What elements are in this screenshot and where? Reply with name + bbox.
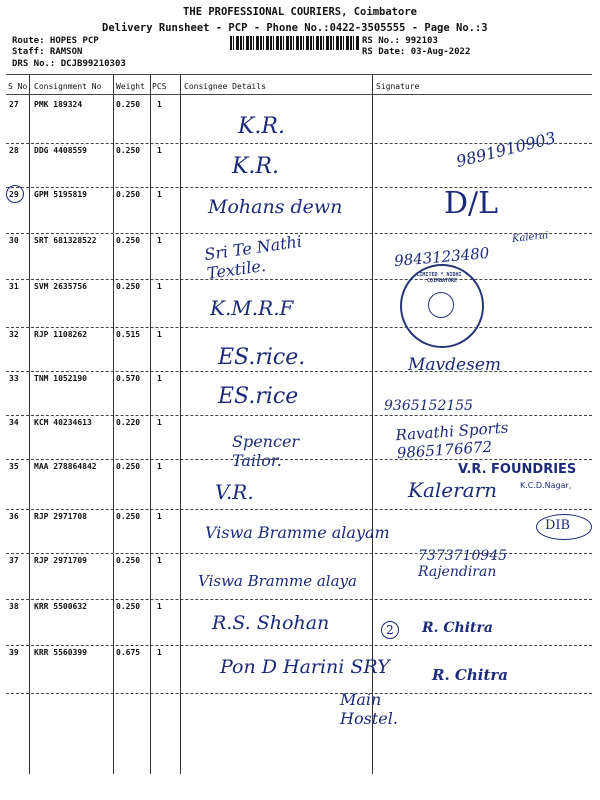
- handwritten-note: Main Hostel.: [340, 690, 398, 728]
- row-weight: 0.220: [116, 418, 141, 427]
- handwritten-consignee: V.R.: [215, 480, 254, 504]
- row-weight: 0.515: [116, 330, 141, 339]
- row-sno: 37: [9, 556, 19, 565]
- rs-number: RS No.: 992103: [362, 36, 438, 46]
- handwritten-consignee: Viswa Bramme alayam: [205, 523, 390, 542]
- row-consignment-no: MAA 278864842: [34, 462, 97, 471]
- row-pcs: 1: [157, 330, 162, 339]
- stamp-text: LIMITED * NIDHI * COIMBATORE: [416, 272, 468, 284]
- row-consignment-no: TNM 1052190: [34, 374, 87, 383]
- table-header-rule: [6, 94, 592, 95]
- handwritten-consignee: Pon D Harini SRY: [220, 656, 390, 678]
- row-pcs: 1: [157, 236, 162, 245]
- handwritten-signature: 9891910903: [454, 127, 558, 172]
- row-consignment-no: RJP 2971708: [34, 512, 87, 521]
- col-divider: [113, 74, 114, 774]
- handwritten-note: Kalerai: [511, 230, 549, 245]
- col-consignee: Consignee Details: [184, 82, 266, 91]
- barcode: [230, 36, 360, 50]
- row-weight: 0.250: [116, 146, 141, 155]
- row-pcs: 1: [157, 512, 162, 521]
- route-label: Route: HOPES PCP: [12, 36, 99, 46]
- row-sno: 39: [9, 648, 19, 657]
- handwritten-consignee: K.M.R.F: [210, 296, 294, 320]
- row-sno: 35: [9, 462, 19, 471]
- col-pcs: PCS: [152, 82, 167, 91]
- row-consignment-no: KCM 40234613: [34, 418, 92, 427]
- row-separator: [6, 645, 592, 646]
- col-sno: S No: [8, 82, 28, 91]
- row-pcs: 1: [157, 556, 162, 565]
- row-pcs: 1: [157, 190, 162, 199]
- row-consignment-no: GPM 5195819: [34, 190, 87, 199]
- row-sno: 33: [9, 374, 19, 383]
- row-pcs: 1: [157, 602, 162, 611]
- row-weight: 0.250: [116, 282, 141, 291]
- row-pcs: 1: [157, 146, 162, 155]
- row-sno: 30: [9, 236, 19, 245]
- row-pcs: 1: [157, 418, 162, 427]
- col-weight: Weight: [116, 82, 145, 91]
- document-subtitle: Delivery Runsheet - PCP - Phone No.:0422-3505555 - Page No.:3: [102, 22, 488, 34]
- row-consignment-no: RJP 1108262: [34, 330, 87, 339]
- handwritten-signature: 9365152155: [384, 398, 474, 414]
- handwritten-signature: R. Chitra: [422, 620, 493, 636]
- row-pcs: 1: [157, 374, 162, 383]
- row-sno: 32: [9, 330, 19, 339]
- row-sno: 38: [9, 602, 19, 611]
- row-sno: 27: [9, 100, 19, 109]
- col-divider: [150, 74, 151, 774]
- row-sno: 34: [9, 418, 19, 427]
- company-stamp: [400, 264, 484, 348]
- stamp-inner-ring: [428, 292, 454, 318]
- row-sno: 28: [9, 146, 19, 155]
- row-weight: 0.250: [116, 462, 141, 471]
- handwritten-consignee: Spencer Tailor.: [232, 432, 300, 470]
- row-sno: 29: [9, 190, 19, 199]
- row-pcs: 1: [157, 100, 162, 109]
- handwritten-signature: Ravathi Sports 9865176672: [394, 418, 510, 463]
- handwritten-signature: 7373710945 Rajendiran: [418, 548, 508, 580]
- handwritten-signature: Kalerarn: [408, 478, 498, 502]
- document-title: THE PROFESSIONAL COURIERS, Coimbatore: [183, 6, 417, 18]
- row-weight: 0.250: [116, 602, 141, 611]
- row-consignment-no: KRR 5500632: [34, 602, 87, 611]
- foundry-address: K.C.D.Nagar,: [520, 481, 572, 490]
- col-divider: [29, 74, 30, 774]
- handwritten-consignee: R.S. Shohan: [212, 612, 330, 634]
- row-consignment-no: SRT 681328522: [34, 236, 97, 245]
- row-separator: [6, 509, 592, 510]
- handwritten-signature: Mavdesem: [408, 355, 501, 375]
- row-weight: 0.250: [116, 236, 141, 245]
- col-consignment: Consignment No: [34, 82, 102, 91]
- handwritten-signature: D/L: [444, 186, 499, 221]
- handwritten-consignee: ES.rice.: [218, 345, 306, 370]
- row-separator: [6, 279, 592, 280]
- row-weight: 0.250: [116, 190, 141, 199]
- row-weight: 0.570: [116, 374, 141, 383]
- row-weight: 0.250: [116, 556, 141, 565]
- handwritten-consignee: K.R.: [238, 114, 285, 139]
- col-signature: Signature: [376, 82, 420, 91]
- handwritten-signature: R. Chitra: [432, 666, 509, 684]
- table-top-rule: [6, 74, 592, 75]
- table-header: [6, 80, 592, 94]
- handwritten-consignee: ES.rice: [218, 384, 299, 409]
- row-pcs: 1: [157, 282, 162, 291]
- drs-number: DRS No.: DCJB99210303: [12, 59, 126, 69]
- handwritten-consignee: Viswa Bramme alaya: [198, 572, 357, 590]
- row-consignment-no: KRR 5560399: [34, 648, 87, 657]
- col-divider: [180, 74, 181, 774]
- row-separator: [6, 371, 592, 372]
- row-weight: 0.675: [116, 648, 141, 657]
- handwritten-consignee: Sri Te Nathi Textile.: [203, 231, 304, 283]
- handwritten-signature: DIB: [545, 518, 571, 533]
- row-consignment-no: RJP 2971709: [34, 556, 87, 565]
- row-separator: [6, 599, 592, 600]
- rs-date: RS Date: 03-Aug-2022: [362, 47, 471, 57]
- row-pcs: 1: [157, 648, 162, 657]
- row-consignment-no: DDG 4408559: [34, 146, 87, 155]
- foundry-stamp: V.R. FOUNDRIES: [458, 462, 577, 477]
- row-consignment-no: PMK 189324: [34, 100, 83, 109]
- circled-row-number: [6, 185, 24, 203]
- row-separator: [6, 415, 592, 416]
- row-pcs: 1: [157, 462, 162, 471]
- staff-label: Staff: RAMSON: [12, 47, 83, 57]
- row-separator: [6, 327, 592, 328]
- row-consignment-no: SVM 2635756: [34, 282, 87, 291]
- handwritten-consignee: Mohans dewn: [208, 196, 343, 218]
- row-separator: [6, 693, 592, 694]
- handwritten-consignee: K.R.: [232, 154, 279, 179]
- handwritten-signature: 9843123480: [393, 243, 491, 271]
- row-weight: 0.250: [116, 512, 141, 521]
- circled-number: 2: [381, 621, 399, 639]
- row-separator: [6, 187, 592, 188]
- row-sno: 36: [9, 512, 19, 521]
- row-weight: 0.250: [116, 100, 141, 109]
- row-sno: 31: [9, 282, 19, 291]
